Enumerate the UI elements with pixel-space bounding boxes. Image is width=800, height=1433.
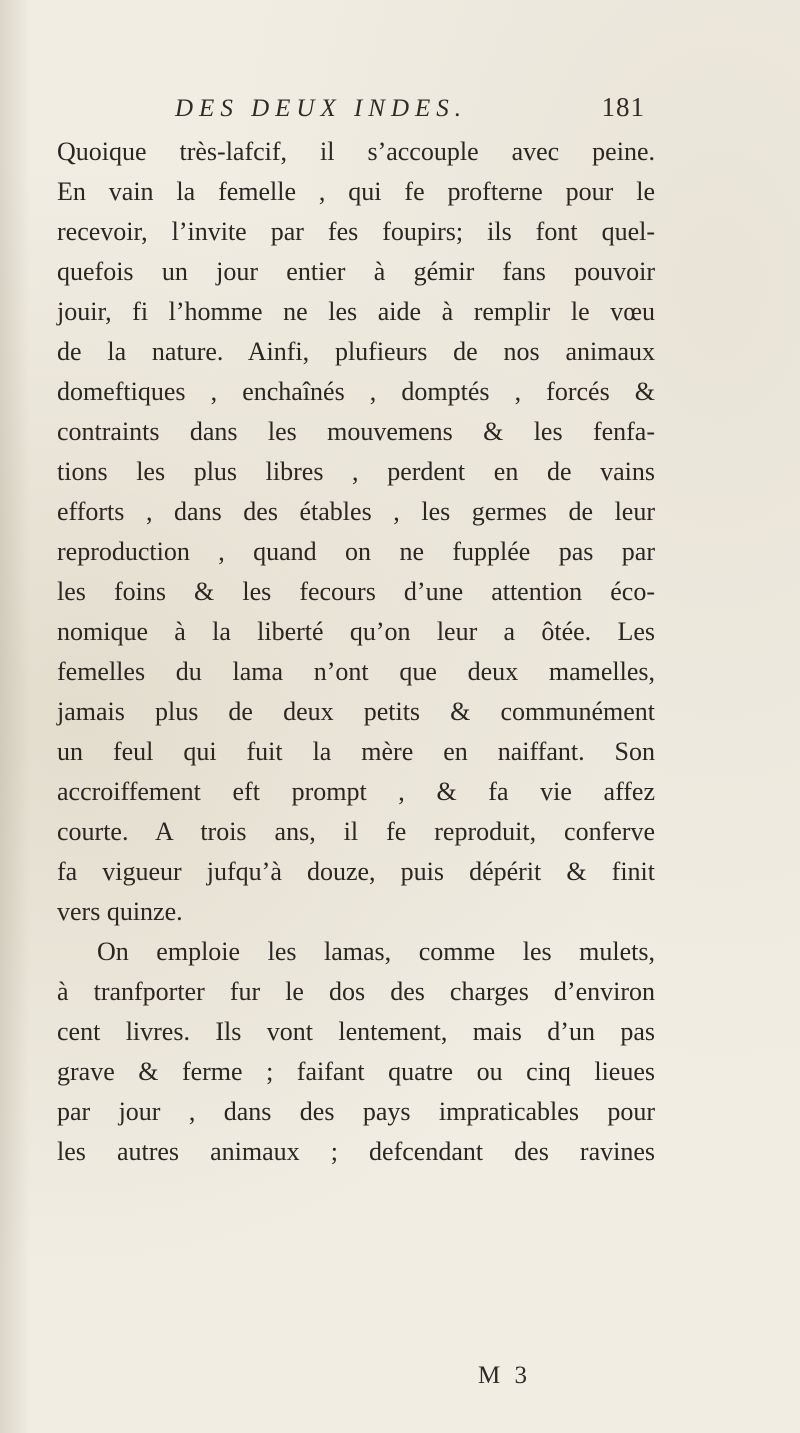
text-line: En vain la femelle , qui fe profterne pour le (57, 177, 655, 206)
text-line: On emploie les lamas, comme les mulets, (97, 937, 655, 966)
text-line: vers quinze. (57, 897, 183, 926)
text-line: à tranfporter fur le dos des charges d’environ (57, 977, 655, 1006)
text-line: de la nature. Ainfi, plufieurs de nos animaux (57, 337, 655, 366)
text-line: femelles du lama n’ont que deux mamelles, (57, 657, 655, 686)
text-line: domeftiques , enchaînés , domptés , forcés & (57, 377, 655, 406)
text-line: cent livres. Ils vont lentement, mais d’un pas (57, 1017, 655, 1046)
text-line: Quoique très-lafcif, il s’accouple avec peine. (57, 137, 655, 166)
text-line: un feul qui fuit la mère en naiffant. Son (57, 737, 655, 766)
text-line: efforts , dans des étables , les germes de leur (57, 497, 655, 526)
text-line: par jour , dans des pays impraticables pour (57, 1097, 655, 1126)
text-line: contraints dans les mouvemens & les fenfa- (57, 417, 655, 446)
page-number: 181 (601, 92, 645, 122)
text-line: tions les plus libres , perdent en de vains (57, 457, 655, 486)
text-line: jamais plus de deux petits & communément (57, 697, 655, 726)
page-edge-shadow (0, 0, 30, 1433)
text-line: reproduction , quand on ne fupplée pas par (57, 537, 655, 566)
text-line: accroiffement eft prompt , & fa vie affez (57, 777, 655, 806)
running-head: DES DEUX INDES. (175, 95, 468, 122)
text-line: recevoir, l’invite par fes foupirs; ils font quel- (57, 217, 655, 246)
text-line: nomique à la liberté qu’on leur a ôtée. Les (57, 617, 655, 646)
text-line: les autres animaux ; defcendant des ravines (57, 1137, 655, 1166)
text-line: fa vigueur jufqu’à douze, puis dépérit & finit (57, 857, 655, 886)
page-header (175, 92, 645, 132)
text-line: les foins & les fecours d’une attention éco- (57, 577, 655, 606)
text-line: jouir, fi l’homme ne les aide à remplir le vœu (57, 297, 655, 326)
text-line: grave & ferme ; faifant quatre ou cinq lieues (57, 1057, 655, 1086)
text-line: quefois un jour entier à gémir fans pouvoir (57, 257, 655, 286)
signature-mark: M 3 (478, 1362, 531, 1389)
text-line: courte. A trois ans, il fe reproduit, conferve (57, 817, 655, 846)
